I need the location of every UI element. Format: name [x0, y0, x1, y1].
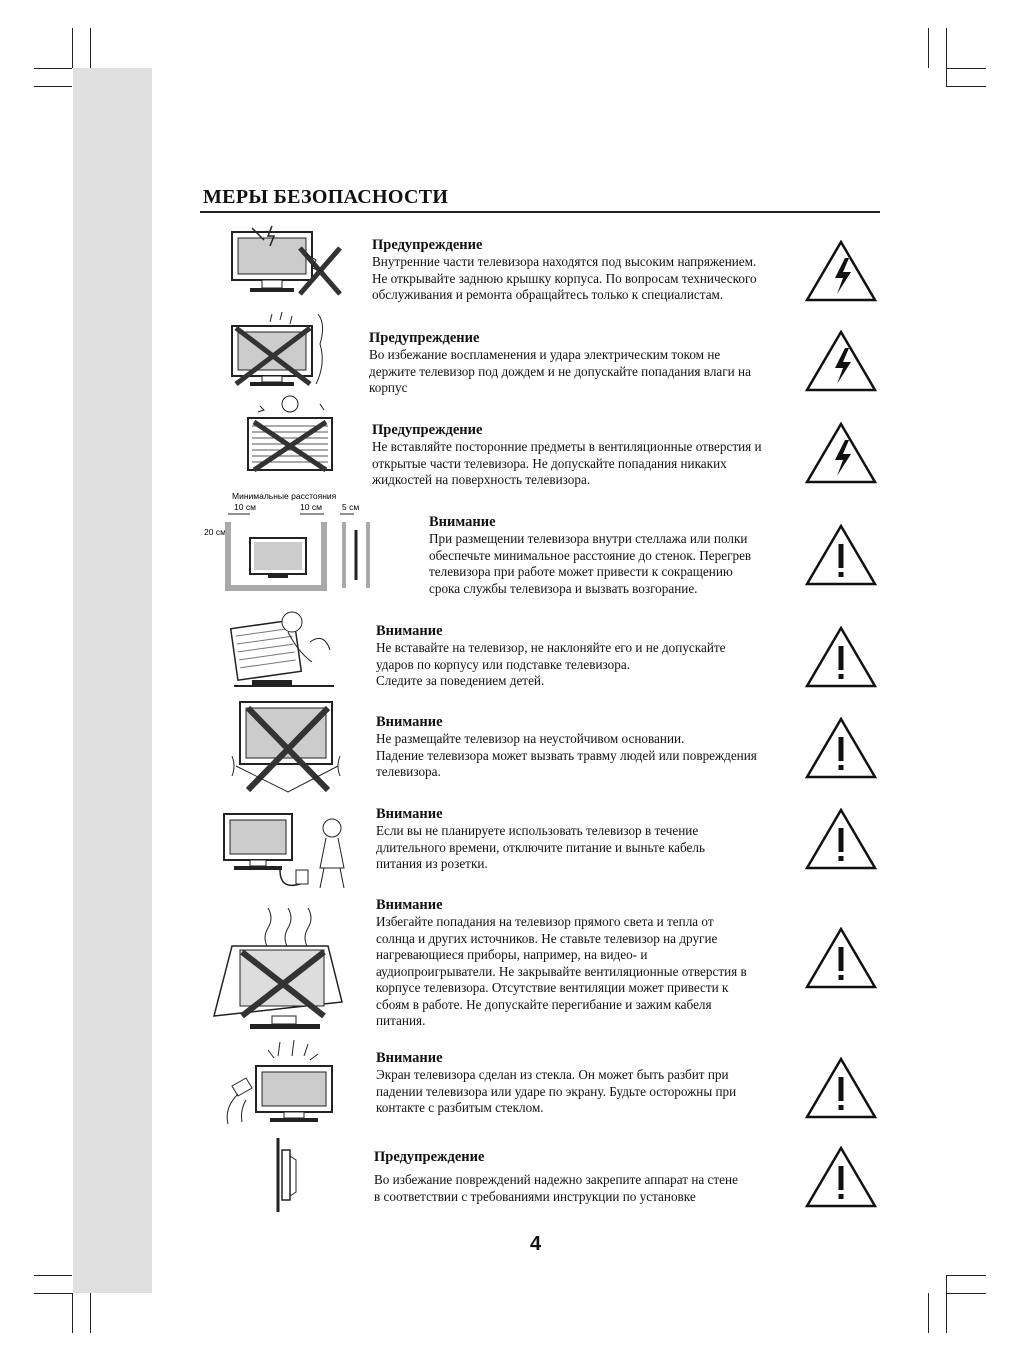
item-text — [369, 329, 799, 397]
item-line: сбоям в работе. Не допускайте перегибание и зажим кабеля — [376, 996, 712, 1012]
item-text — [372, 236, 802, 304]
item-heading: Внимание — [376, 623, 443, 639]
item-line: питания из розетки. — [376, 856, 488, 871]
item-line: солнца и других источников. Не ставьте телевизор на другие — [376, 930, 718, 946]
item-line: нагревающиеся приборы, например, на видео- и — [376, 947, 648, 962]
item-heading: Внимание — [429, 514, 496, 530]
item-text — [376, 713, 806, 781]
distance-caption: Минимальные расстояния — [232, 491, 337, 501]
item-heading: Предупреждение — [372, 422, 483, 438]
lightning-warning-icon — [805, 422, 877, 484]
wall-mount-illustration — [268, 1136, 308, 1216]
item-line: длительного времени, отключите питание и выньте кабель — [376, 839, 706, 855]
item-line: Внутренние части телевизора находятся под высоким напряжением. — [372, 254, 757, 269]
item-line: открытые части телевизора. Не допускайте попадания никаких — [372, 455, 727, 471]
child-climbing-tv-illustration — [222, 602, 344, 694]
item-line: питания. — [376, 1013, 426, 1028]
item-line: падении телевизора или ударе по экрану. Будьте осторожны при — [376, 1083, 737, 1099]
item-line: держите телевизор под дождем и не допускайте попадания влаги на — [369, 363, 751, 379]
item-text — [376, 1049, 806, 1117]
distance-left-label: 10 см — [234, 502, 256, 512]
item-text — [429, 513, 799, 597]
covered-tv-heat-illustration — [210, 906, 350, 1036]
item-line: Падение телевизора может вызвать травму людей или повреждения — [376, 747, 757, 763]
item-heading: Предупреждение — [372, 237, 483, 253]
item-line: Не вставайте на телевизор, не наклоняйте его и не допускайте — [376, 640, 726, 655]
item-text — [374, 1148, 804, 1205]
item-heading: Предупреждение — [374, 1149, 485, 1165]
tv-unstable-illustration — [228, 696, 346, 796]
exclamation-warning-icon — [805, 626, 877, 688]
item-line: контакте с разбитым стеклом. — [376, 1100, 544, 1115]
item-line: аудиопроигрыватели. Не закрывайте вентиляционные отверстия в — [376, 963, 747, 979]
item-line: Не открывайте заднюю крышку корпуса. По вопросам технического — [372, 270, 757, 286]
unplug-tv-illustration — [220, 808, 350, 894]
item-line: Не вставляйте посторонние предметы в вентиляционные отверстия и — [372, 439, 762, 454]
exclamation-warning-icon — [805, 1146, 877, 1208]
item-heading: Внимание — [376, 714, 443, 730]
broken-glass-illustration — [220, 1040, 350, 1130]
item-line: корпусе телевизора. Отсутствие вентиляции может привести к — [376, 980, 729, 995]
tv-objects-illustration — [240, 394, 340, 482]
item-heading: Внимание — [376, 1050, 443, 1066]
item-line: срока службы телевизора и вызвать возгорание. — [429, 580, 698, 596]
item-line: телевизора. — [376, 764, 441, 779]
item-heading: Предупреждение — [369, 330, 480, 346]
item-text — [376, 622, 806, 690]
item-line: Если вы не планируете использовать телевизор в течение — [376, 823, 699, 838]
item-line: ударов по корпусу или подставке телевизора. — [376, 656, 630, 672]
item-line: Экран телевизора сделан из стекла. Он может быть разбит при — [376, 1067, 729, 1082]
item-line: корпус — [369, 380, 408, 395]
item-line: телевизора при работе может привести к сокращению — [429, 564, 733, 579]
item-line: Во избежание воспламенения и удара электрическим током не — [369, 347, 721, 362]
lightning-warning-icon — [805, 330, 877, 392]
exclamation-warning-icon — [805, 1057, 877, 1119]
tv-rain-illustration — [222, 310, 347, 392]
item-line: Избегайте попадания на телевизор прямого света и тепла от — [376, 914, 714, 929]
item-line: обслуживания и ремонта обращайтесь только к специалистам. — [372, 287, 724, 302]
item-text — [376, 896, 806, 1030]
exclamation-warning-icon — [805, 717, 877, 779]
item-line: Не размещайте телевизор на неустойчивом основании. — [376, 731, 685, 746]
item-heading: Внимание — [376, 806, 443, 822]
item-line: Во избежание повреждений надежно закрепите аппарат на стене — [374, 1172, 738, 1187]
side-band — [73, 68, 152, 1293]
distance-right-label: 10 см — [300, 502, 322, 512]
item-line: Следите за поведением детей. — [376, 673, 545, 688]
tv-back-cover-illustration — [222, 224, 347, 300]
item-line: жидкостей на поверхность телевизора. — [372, 472, 591, 487]
page-number: 4 — [530, 1233, 542, 1255]
exclamation-warning-icon — [805, 808, 877, 870]
exclamation-warning-icon — [805, 927, 877, 989]
item-text — [372, 421, 802, 489]
exclamation-warning-icon — [805, 524, 877, 586]
item-line: обеспечьте минимальное расстояние до стенок. Перегрев — [429, 547, 752, 563]
item-heading: Внимание — [376, 897, 443, 913]
distance-top-label: 20 см — [204, 527, 226, 537]
lightning-warning-icon — [805, 240, 877, 302]
item-line: При размещении телевизора внутри стеллажа или полки — [429, 531, 748, 546]
item-text — [376, 805, 806, 873]
distance-side-label: 5 см — [342, 502, 360, 512]
title-rule — [200, 211, 880, 213]
minimum-distance-diagram — [204, 490, 384, 598]
item-line: в соответствии с требованиями инструкции по установке — [374, 1188, 696, 1204]
page-title: МЕРЫ БЕЗОПАСНОСТИ — [203, 186, 449, 208]
